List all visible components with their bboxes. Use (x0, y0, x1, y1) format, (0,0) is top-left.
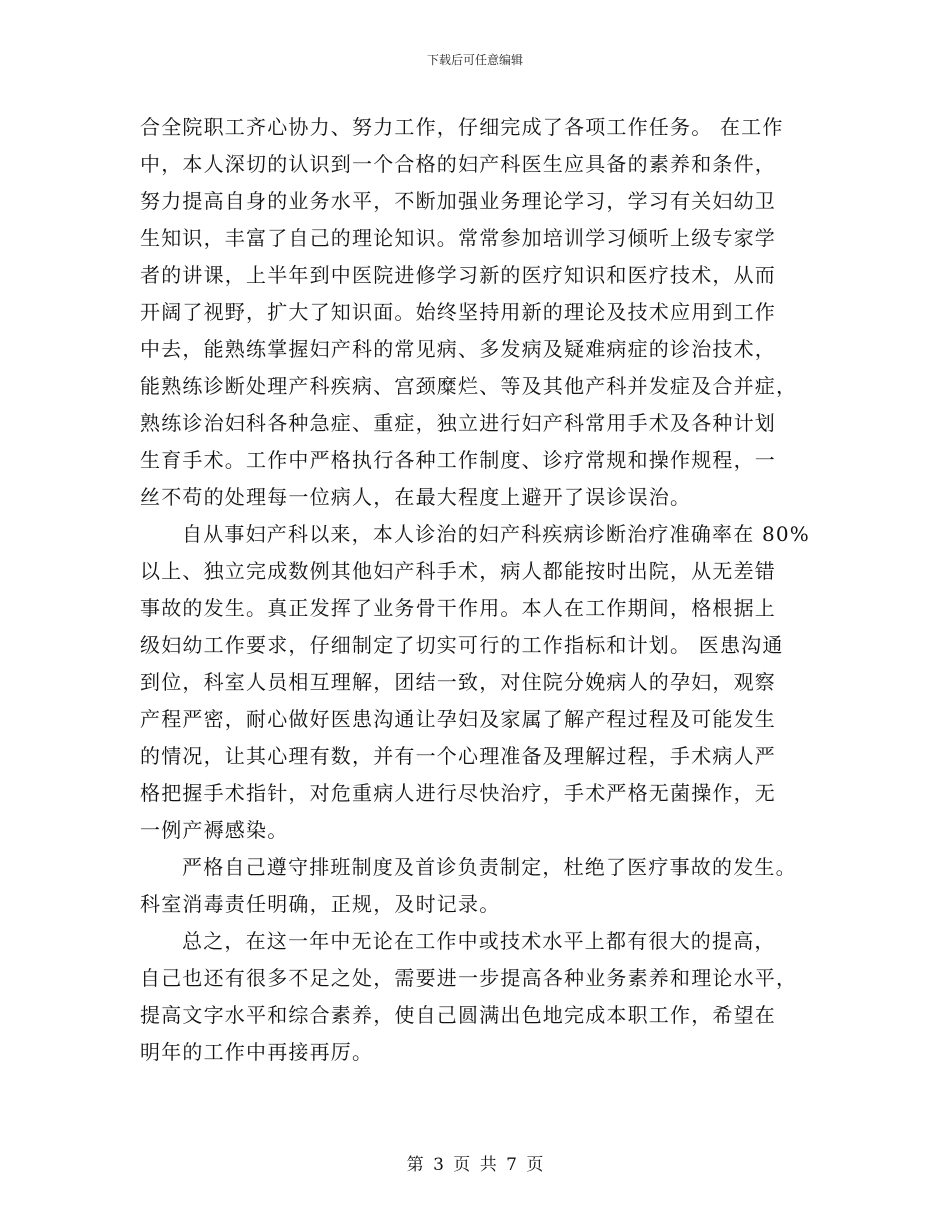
text-line: 到位，科室人员相互理解，团结一致，对住院分娩病人的孕妇，观察 (140, 670, 776, 694)
text-line: 事故的发生。真正发挥了业务骨干作用。本人在工作期间，格根据上 (140, 596, 776, 620)
page-header: 下载后可任意编辑 (426, 53, 523, 67)
text-line: 生育手术。工作中严格执行各种工作制度、诊疗常规和操作规程，一 (140, 448, 776, 472)
text-line: 能熟练诊断处理产科疾病、宫颈糜烂、等及其他产科并发症及合并症， (140, 374, 798, 398)
text-line: 产程严密，耐心做好医患沟通让孕妇及家属了解产程过程及可能发生 (140, 707, 776, 731)
text-line: 丝不苟的处理每一位病人，在最大程度上避开了误诊误治。 (140, 485, 692, 509)
text-line: 合全院职工齐心协力、努力工作，仔细完成了各项工作任务。 在工作 (140, 115, 784, 139)
page-footer: 第 3 页 共 7 页 (406, 1155, 544, 1175)
paragraph-first-line: 自从事妇产科以来，本人诊治的妇产科疾病诊断治疗准确率在 80% (182, 522, 811, 546)
text-line: 一例产褥感染。 (140, 818, 289, 842)
text-line: 开阔了视野，扩大了知识面。始终坚持用新的理论及技术应用到工作 (140, 300, 776, 324)
text-line: 级妇幼工作要求，仔细制定了切实可行的工作指标和计划。 医患沟通 (140, 633, 784, 657)
text-line: 努力提高自身的业务水平，不断加强业务理论学习，学习有关妇幼卫 (140, 189, 776, 213)
text-line: 提高文字水平和综合素养，使自己圆满出色地完成本职工作，希望在 (140, 1003, 776, 1027)
text-line: 科室消毒责任明确，正规，及时记录。 (140, 892, 501, 916)
text-line: 明年的工作中再接再厉。 (140, 1040, 374, 1064)
text-line: 中，本人深切的认识到一个合格的妇产科医生应具备的素养和条件， (140, 152, 776, 176)
text-line: 者的讲课，上半年到中医院进修学习新的医疗知识和医疗技术，从而 (140, 263, 776, 287)
paragraph-first-line: 总之，在这一年中无论在工作中或技术水平上都有很大的提高， (182, 929, 776, 953)
text-line: 中去，能熟练掌握妇产科的常见病、多发病及疑难病症的诊治技术， (140, 337, 776, 361)
text-line: 自己也还有很多不足之处，需要进一步提高各种业务素养和理论水平， (140, 966, 798, 990)
text-line: 的情况，让其心理有数，并有一个心理准备及理解过程，手术病人严 (140, 744, 776, 768)
text-line: 熟练诊治妇科各种急症、重症，独立进行妇产科常用手术及各种计划 (140, 411, 776, 435)
text-line: 以上、独立完成数例其他妇产科手术，病人都能按时出院，从无差错 (140, 559, 776, 583)
text-line: 生知识，丰富了自己的理论知识。常常参加培训学习倾听上级专家学 (140, 226, 776, 250)
text-line: 格把握手术指针，对危重病人进行尽快治疗，手术严格无菌操作，无 (140, 781, 776, 805)
body-text (140, 109, 812, 1071)
paragraph-first-line: 严格自己遵守排班制度及首诊负责制定，杜绝了医疗事故的发生。 (182, 855, 797, 879)
